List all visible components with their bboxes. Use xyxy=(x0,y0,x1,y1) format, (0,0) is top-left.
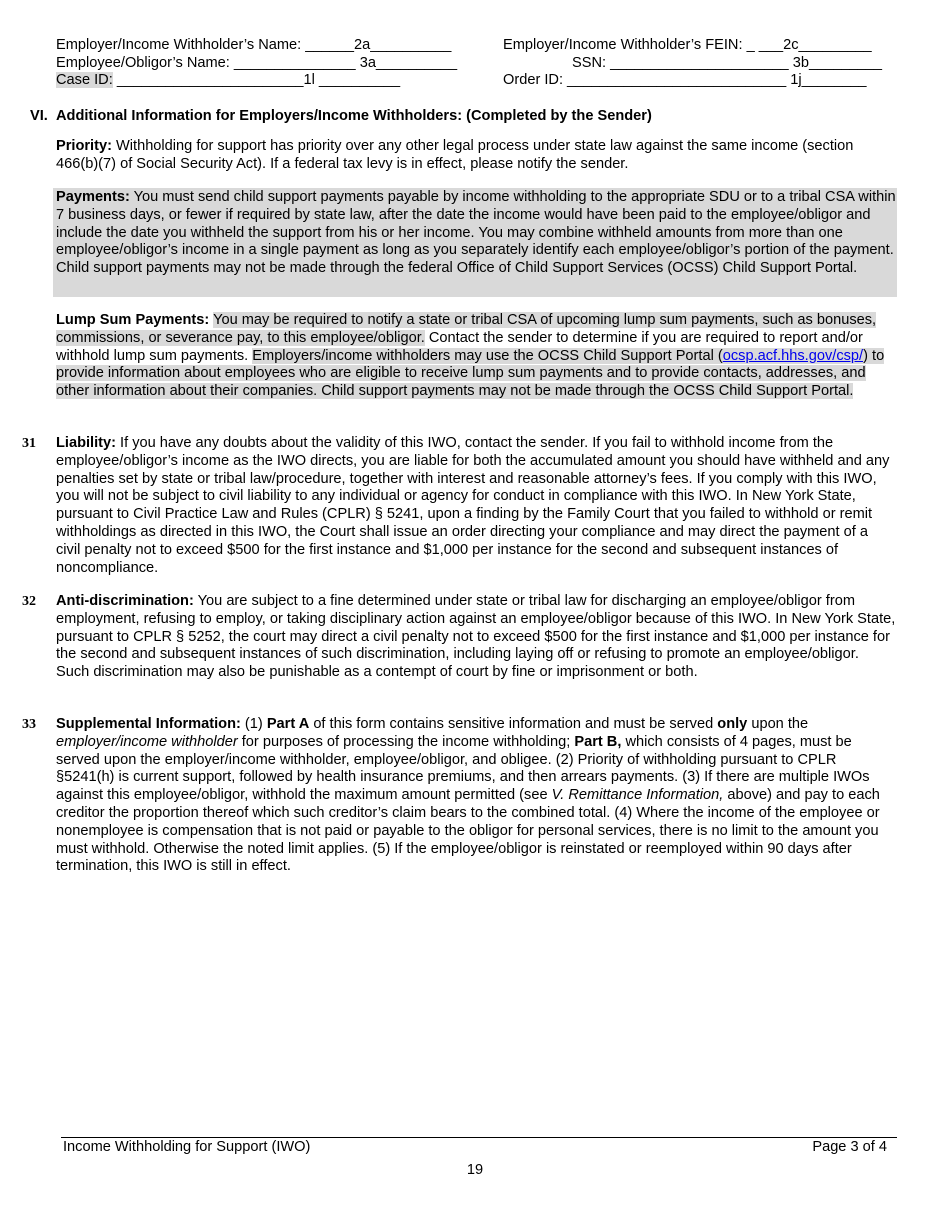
anti-discrimination-number: 32 xyxy=(22,594,36,609)
payments-paragraph xyxy=(56,189,896,278)
lump-sum-portal-text-end: ) to provide information about employees who are eligible to receive lump sum payments and to provide contacts, addresses, and other information about their companies. Child support payments may not be made through the OCSS Child Support Portal. xyxy=(56,347,885,400)
lump-sum-label: Lump Sum Payments: xyxy=(56,312,210,328)
lump-sum-contact-text: Contact the sender to determine if you are required to report and/or withhold lump sum payments. xyxy=(56,329,863,364)
employee-name-field: Employee/Obligor’s Name: _______________ 3a__________ xyxy=(56,55,458,71)
footer-page-label: Page 3 of 4 xyxy=(812,1139,887,1155)
page-number: 19 xyxy=(466,1162,484,1178)
employer-fein-field: Employer/Income Withholder’s FEIN: _ ___2c_________ xyxy=(503,37,872,53)
only-emphasis: only xyxy=(717,716,748,732)
footer-form-title: Income Withholding for Support (IWO) xyxy=(63,1139,311,1155)
anti-discrimination-label: Anti-discrimination: xyxy=(56,593,194,609)
case-id-label: Case ID: xyxy=(56,72,113,88)
remittance-info-italic: V. Remittance Information, xyxy=(551,787,724,804)
supplemental-text-1: (1) xyxy=(240,716,267,732)
part-a-label: Part A xyxy=(266,716,310,732)
supplemental-text-5: which consists of 4 pages, must be served upon the employer/income withholder, employee/obligor, and obligee. (2) Priority of withholding pursuant to CPLR §5241(h) is current support, followed by health insurance premiums, and then arrears payments. (3) If there are multiple IWOs against this employee/obligor, withhold the maximum amount permitted (see xyxy=(56,733,870,804)
anti-discrimination-text: You are subject to a fine determined under state or tribal law for discharging an employee/obligor from employment, refusing to employ, or taking disciplinary action against an employee/obligor because of this IWO. In New York State, pursuant to CPLR § 5252, the court may direct a civil penalty not to exceed $500 for the first instance and $1,000 per instance for the second and subsequent instances of such discrimination, including laying off or refusing to promote an employee/obligor. Such discrimination may also be punishable as a contempt of court by fine or imprisonment or both. xyxy=(56,593,896,681)
payments-text: You must send child support payments payable by income withholding to the appropriate SDU or to a tribal CSA within 7 business days, or fewer if required by state law, after the date the income would have been paid to the employee/obligor and include the date you withheld the support from his or her income. You may combine withheld amounts from more than one employee/obligor’s income in a single payment as long as you separately identify each employee/obligor’s portion of the payment. Child support payments may not be made through the federal Office of Child Support Services (OCSS) Child Support Portal. xyxy=(56,189,896,277)
lump-sum-paragraph xyxy=(56,312,896,401)
section-number: VI. xyxy=(30,108,48,124)
supplemental-text-2: of this form contains sensitive information and must be served xyxy=(309,716,718,732)
liability-number: 31 xyxy=(22,436,36,451)
liability-text: If you have any doubts about the validity of this IWO, contact the sender. If you fail to withhold income from the employee/obligor’s income as the IWO directs, you are liable for both the accumulated amount you should have withheld and any penalties set by state or tribal law/procedure, together with interest and reasonable attorney’s fees. If you comply with this IWO, you will not be subject to civil liability to any individual or agency for conduct in compliance with this IWO. In New York State, pursuant to Civil Practice Law and Rules (CPLR) § 5241, upon a finding by the Family Court that you failed to withhold or remit withholdings as directed in this IWO, the Court shall issue an order directing your compliance and may direct the payment of a civil penalty not to exceed $500 for the first instance and $1,000 per instance for the second and subsequent instances of noncompliance. xyxy=(56,435,890,576)
part-b-label: Part B, xyxy=(574,733,622,750)
payments-label: Payments: xyxy=(56,189,130,205)
priority-label: Priority: xyxy=(56,138,112,154)
liability-paragraph xyxy=(56,435,896,577)
order-id-field: Order ID: ___________________________ 1j________ xyxy=(503,72,867,88)
supplemental-text-4: for purposes of processing the income withholding; xyxy=(237,733,575,750)
lump-sum-portal-text: Employers/income withholders may use the OCSS Child Support Portal ( xyxy=(252,347,723,364)
supplemental-text-3: upon the xyxy=(747,716,809,732)
priority-text: Withholding for support has priority over any other legal process under state law against the same income (section 466(b)(7) of Social Security Act). If a federal tax levy is in effect, please notify the sender. xyxy=(56,138,854,172)
liability-label: Liability: xyxy=(56,435,116,451)
section-title: Additional Information for Employers/Income Withholders: (Completed by the Sender) xyxy=(56,108,652,124)
lump-sum-notify-text: You may be required to notify a state or tribal CSA of upcoming lump sum payments, such as bonuses, commissions, or severance pay, to this employee/obligor. xyxy=(56,312,877,346)
case-id-value: _______________________1l __________ xyxy=(112,72,401,88)
anti-discrimination-paragraph xyxy=(56,593,896,682)
employer-name-field: Employer/Income Withholder’s Name: ______2a__________ xyxy=(56,37,452,53)
supplemental-number: 33 xyxy=(22,717,36,732)
employer-income-withholder-italic: employer/income withholder xyxy=(56,733,238,750)
supplemental-label: Supplemental Information: xyxy=(56,716,241,732)
footer-rule xyxy=(61,1137,897,1138)
priority-paragraph xyxy=(56,138,896,174)
ssn-field: SSN: ______________________ 3b_________ xyxy=(572,55,883,71)
case-id-field xyxy=(56,72,400,90)
supplemental-text-6: above) and pay to each creditor the proportion thereof which such creditor’s claim bears to the combined total. (4) Where the income of the employee or nonemployee is compensation that is not paid or payable to the obligor for personal services, there is no limit to the amount you must withhold. Otherwise the noted limit applies. (5) If the employee/obligor is reinstated or reemployed within 90 days after termination, this IWO is still in effect. xyxy=(56,787,880,875)
ocsp-portal-link[interactable]: ocsp.acf.hhs.gov/csp/ xyxy=(722,347,864,364)
supplemental-paragraph xyxy=(56,716,896,876)
